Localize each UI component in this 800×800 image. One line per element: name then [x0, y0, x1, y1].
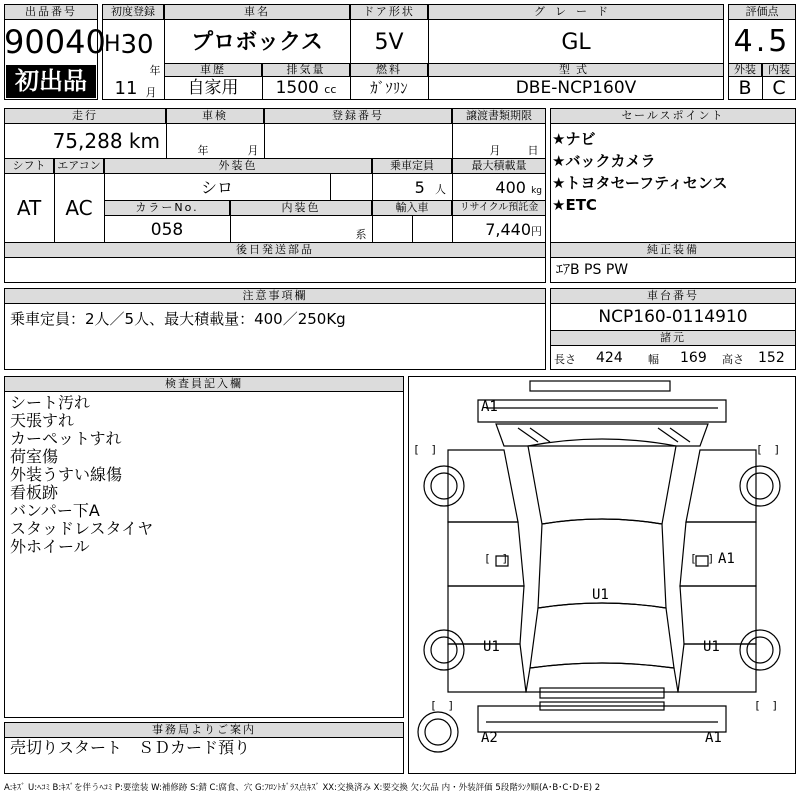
height: 152: [758, 350, 785, 366]
fuel: ｶﾞｿﾘﾝ: [370, 79, 408, 97]
load-label: 最大積載量: [452, 158, 546, 174]
score: 4.5: [733, 24, 791, 59]
mileage-label: 走行: [4, 108, 166, 124]
interior-label: 内装: [762, 63, 796, 77]
import-label: 輸入車: [372, 200, 452, 216]
lot-number: 90040: [4, 23, 106, 61]
equipment-label: 純正装備: [550, 242, 796, 258]
rear-window: [530, 603, 674, 668]
damage-mark: A1: [705, 730, 722, 746]
shift-label: シフト: [4, 158, 54, 174]
sales-label: セールスポイント: [550, 108, 796, 124]
mileage-value: 75,288: [52, 129, 123, 153]
displacement: [262, 77, 350, 100]
recycle-label: リサイクル預託金: [452, 200, 546, 216]
spare-wheel: [418, 712, 458, 752]
bracket-right-door: [ ]: [690, 552, 715, 565]
legend: A:ｷｽﾞ U:ﾍｺﾐ B:ｷｽﾞを伴うﾍｺﾐ P:要塗装 W:補修跡 S:錆 C:腐食、穴 G:ﾌﾛﾝﾄｶﾞﾗｽ点ｷｽﾞ XX:交換済み X:要交換 欠:欠品 内・外装評価 5段階ﾗﾝｸ順(A･B･C･D･E) 2: [4, 783, 601, 793]
inspector-item: 外ホイール: [10, 537, 90, 556]
recycle-value: 7,440: [485, 220, 531, 239]
inspector-item: 荷室傷: [10, 447, 59, 466]
inspector-list: [10, 394, 400, 556]
inspector-item: カーペットすれ: [10, 429, 122, 448]
roof-bar: [530, 381, 670, 391]
dims-row: [552, 346, 794, 370]
transfer-label: 譲渡書類期限: [452, 108, 546, 124]
capacity: [372, 176, 452, 200]
reg-no-label: 登録番号: [264, 108, 452, 124]
inspection-label: 車検: [166, 108, 264, 124]
front-left-wheel: [424, 466, 464, 506]
chassis-number: NCP160-0114910: [598, 307, 748, 327]
damage-mark: U1: [703, 639, 720, 655]
rear-left-door: [448, 586, 524, 644]
inspector-item: 外装うすい線傷: [10, 465, 123, 484]
height-label: 高さ: [722, 353, 744, 366]
inspector-item: スタッドレスタイヤ: [10, 519, 154, 538]
office-text: 売切りスタート ＳＤカード預り: [10, 738, 251, 757]
color: シロ: [200, 178, 233, 197]
length: 424: [596, 350, 623, 366]
car-name: プロボックス: [191, 30, 323, 55]
reg-label: 初度登録: [102, 4, 164, 20]
bracket-front-left: [ ]: [413, 443, 438, 456]
sales-point: ★ETC: [552, 196, 597, 214]
reg-month: 11: [114, 78, 138, 99]
inspector-item: シート汚れ: [10, 393, 91, 412]
office-label: 事務局よりご案内: [4, 722, 404, 738]
sales-point: ★バックカメラ: [552, 152, 656, 170]
damage-mark: U1: [483, 639, 500, 655]
equipment-value: ｴｱB PS PW: [556, 262, 629, 278]
int-color-label: 内装色: [230, 200, 372, 216]
model-label: 型式: [428, 63, 724, 77]
inspector-item: 看板跡: [10, 483, 59, 502]
capacity-unit: 人: [435, 183, 446, 196]
inspector-item: バンパー下A: [10, 501, 100, 520]
door-label: ドア形状: [350, 4, 428, 20]
length-label: 長さ: [554, 353, 576, 366]
transfer-day-unit: 日: [527, 144, 539, 157]
exterior-label: 外装: [728, 63, 762, 77]
ac: AC: [65, 196, 93, 220]
sales-point: ★ナビ: [552, 130, 596, 148]
load-value: 400: [495, 178, 526, 197]
capacity-value: 5: [414, 178, 425, 197]
inspector-item: 天張すれ: [10, 411, 75, 430]
width-label: 幅: [648, 353, 659, 366]
rear-garnish: [540, 688, 664, 698]
car-diagram: [408, 376, 796, 774]
later-parts-label: 後日発送部品: [4, 242, 546, 258]
notes-label: 注意事項欄: [4, 288, 546, 304]
interior-grade: C: [772, 77, 786, 99]
grade: GL: [561, 30, 591, 55]
windshield: [528, 439, 676, 524]
chassis-label: 車台番号: [550, 288, 796, 304]
int-color-unit: 系: [355, 228, 367, 241]
inspection-month-unit: 月: [247, 144, 259, 157]
bracket-rear-right: [ ]: [754, 699, 779, 712]
front-left-fender: [448, 450, 518, 522]
width: 169: [680, 350, 707, 366]
displacement-value: 1500: [275, 78, 319, 98]
car-name-label: 車名: [164, 4, 350, 20]
year-unit: 年: [149, 64, 161, 77]
rear-left-wheel: [424, 630, 464, 670]
shift: AT: [16, 196, 42, 220]
color-no: 058: [150, 220, 184, 240]
history: 自家用: [187, 78, 239, 98]
damage-mark: U1: [592, 587, 609, 603]
load-unit: kg: [531, 186, 542, 196]
ac-label: エアコン: [54, 158, 104, 174]
fuel-label: 燃料: [350, 63, 428, 77]
inspector-label: 検査員記入欄: [4, 376, 404, 392]
model: DBE-NCP160V: [515, 78, 637, 98]
rear-right-wheel: [740, 630, 780, 670]
sales-points-list: [552, 128, 794, 216]
door-type: 5V: [374, 30, 404, 55]
dims-label: 諸元: [550, 330, 796, 346]
notes-text: 乗車定員：2人／5人、最大積載量：400／250Kg: [10, 310, 346, 328]
bracket-left-door: [ ]: [484, 552, 509, 565]
front-right-fender: [686, 450, 756, 522]
score-label: 評価点: [728, 4, 796, 20]
grade-label: グレード: [428, 4, 724, 20]
color-no-label: カラーNo.: [104, 200, 230, 216]
load: [452, 176, 546, 200]
era: H: [104, 32, 121, 57]
front-right-wheel: [740, 466, 780, 506]
displacement-label: 排気量: [262, 63, 350, 77]
recycle-unit: 円: [531, 225, 542, 238]
recycle: [452, 218, 546, 242]
damage-mark: A1: [481, 399, 498, 415]
mileage-unit: km: [128, 129, 160, 153]
first-listing-badge: 初出品: [6, 65, 96, 98]
displacement-unit: cc: [324, 83, 337, 96]
transfer-month-unit: 月: [489, 144, 501, 157]
month-unit: 月: [145, 86, 157, 99]
front-bumper: [478, 400, 726, 422]
damage-mark: A1: [718, 551, 735, 567]
reg-year: 30: [120, 30, 154, 60]
inspection-year-unit: 年: [197, 144, 209, 157]
capacity-label: 乗車定員: [372, 158, 452, 174]
sales-point: ★トヨタセーフティセンス: [552, 174, 728, 192]
exterior-grade: B: [738, 77, 752, 99]
history-label: 車歴: [164, 63, 262, 77]
rear-right-door: [680, 586, 756, 644]
color-label: 外装色: [104, 158, 372, 174]
mileage: [6, 126, 166, 156]
damage-mark: A2: [481, 730, 498, 746]
bracket-rear-left: [ ]: [430, 699, 455, 712]
bracket-front-right: [ ]: [756, 443, 781, 456]
lot-label: 出品番号: [4, 4, 98, 20]
